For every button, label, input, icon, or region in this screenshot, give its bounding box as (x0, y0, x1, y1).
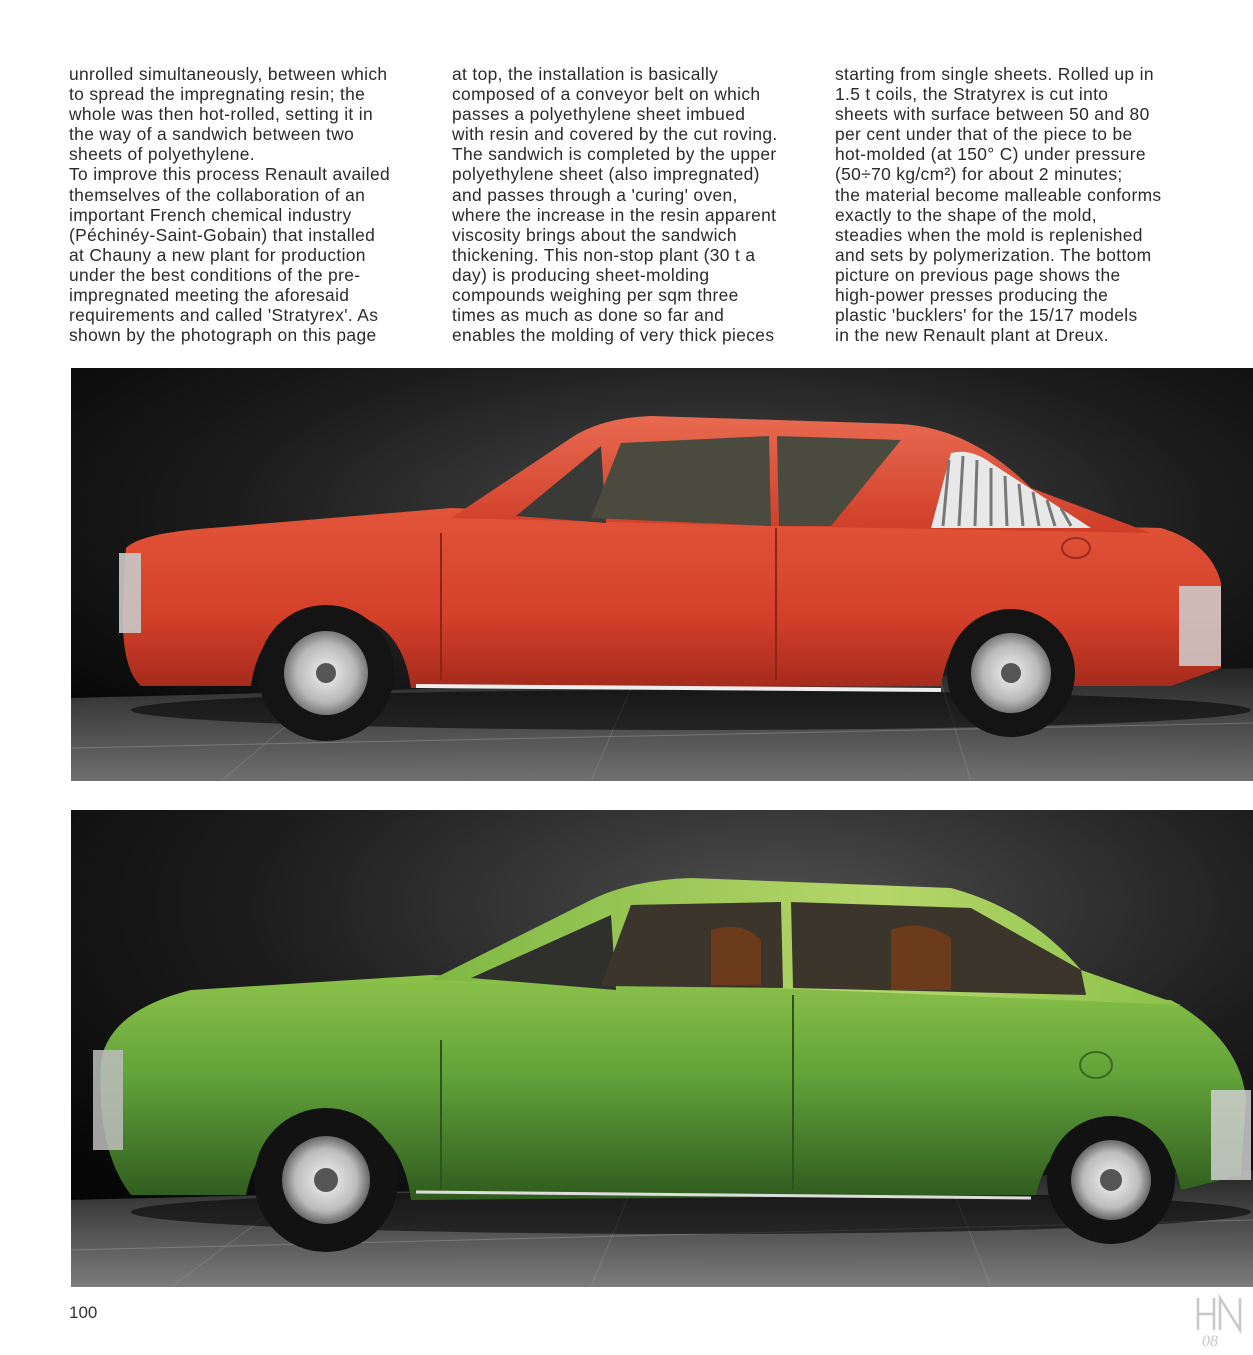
text-line: plastic 'bucklers' for the 15/17 models (835, 305, 1138, 326)
text-line: themselves of the collaboration of an (69, 184, 366, 205)
text-line: thickening. This non-stop plant (30 t a (452, 244, 756, 265)
text-line: The sandwich is completed by the upper (452, 144, 777, 165)
text-line: composed of a conveyor belt on which (452, 84, 761, 105)
text-line: and passes through a 'curing' oven, (452, 184, 738, 205)
text-line: whole was then hot-rolled, setting it in (69, 104, 374, 125)
text-column-3 (835, 64, 1200, 345)
text-line: (Péchinéy-Saint-Gobain) that installed (69, 224, 376, 245)
text-line: hot-molded (at 150° C) under pressure (835, 144, 1146, 165)
red-coupe-illustration (71, 368, 1253, 781)
text-line: and sets by polymerization. The bottom (835, 244, 1152, 265)
text-line: per cent under that of the piece to be (835, 124, 1133, 145)
text-line: high-power presses producing the (835, 285, 1109, 306)
text-line: to spread the impregnating resin; the (69, 84, 366, 105)
text-line: impregnated meeting the aforesaid (69, 285, 350, 306)
photo-green-coupe (71, 810, 1253, 1287)
watermark-logo (1188, 1290, 1248, 1350)
text-column-1 (69, 64, 434, 345)
svg-text:08: 08 (1202, 1333, 1218, 1350)
text-column-2 (452, 64, 817, 345)
text-line: requirements and called 'Stratyrex'. As (69, 305, 379, 326)
text-line: shown by the photograph on this page (69, 325, 377, 346)
photo-red-coupe (71, 368, 1253, 781)
text-line: (50÷70 kg/cm²) for about 2 minutes; (835, 164, 1123, 185)
text-line: in the new Renault plant at Dreux. (835, 325, 1109, 346)
text-line: compounds weighing per sqm three (452, 285, 739, 306)
text-line: enables the molding of very thick pieces (452, 325, 775, 346)
text-line: at top, the installation is basically (452, 64, 719, 84)
text-line: starting from single sheets. Rolled up in (835, 64, 1154, 84)
page-number: 100 (69, 1303, 98, 1322)
green-coupe-illustration (71, 810, 1253, 1287)
text-line: steadies when the mold is replenished (835, 224, 1143, 245)
text-line: 1.5 t coils, the Stratyrex is cut into (835, 84, 1109, 105)
text-line: with resin and covered by the cut roving. (452, 124, 778, 145)
text-line: picture on previous page shows the (835, 264, 1121, 285)
text-line: viscosity brings about the sandwich (452, 224, 737, 245)
text-line: passes a polyethylene sheet imbued (452, 104, 746, 125)
text-line: where the increase in the resin apparent (452, 204, 777, 225)
text-line: To improve this process Renault availed (69, 164, 391, 185)
text-line: under the best conditions of the pre- (69, 264, 361, 285)
text-line: important French chemical industry (69, 204, 352, 225)
text-line: the way of a sandwich between two (69, 124, 355, 145)
text-line: at Chauny a new plant for production (69, 244, 366, 265)
text-line: polyethylene sheet (also impregnated) (452, 164, 760, 185)
text-line: times as much as done so far and (452, 305, 725, 326)
text-line: day) is producing sheet-molding (452, 264, 710, 285)
text-line: the material become malleable conforms (835, 184, 1162, 205)
text-line: exactly to the shape of the mold, (835, 204, 1097, 225)
text-line: sheets of polyethylene. (69, 144, 255, 165)
text-line: unrolled simultaneously, between which (69, 64, 388, 84)
text-line: sheets with surface between 50 and 80 (835, 104, 1150, 125)
